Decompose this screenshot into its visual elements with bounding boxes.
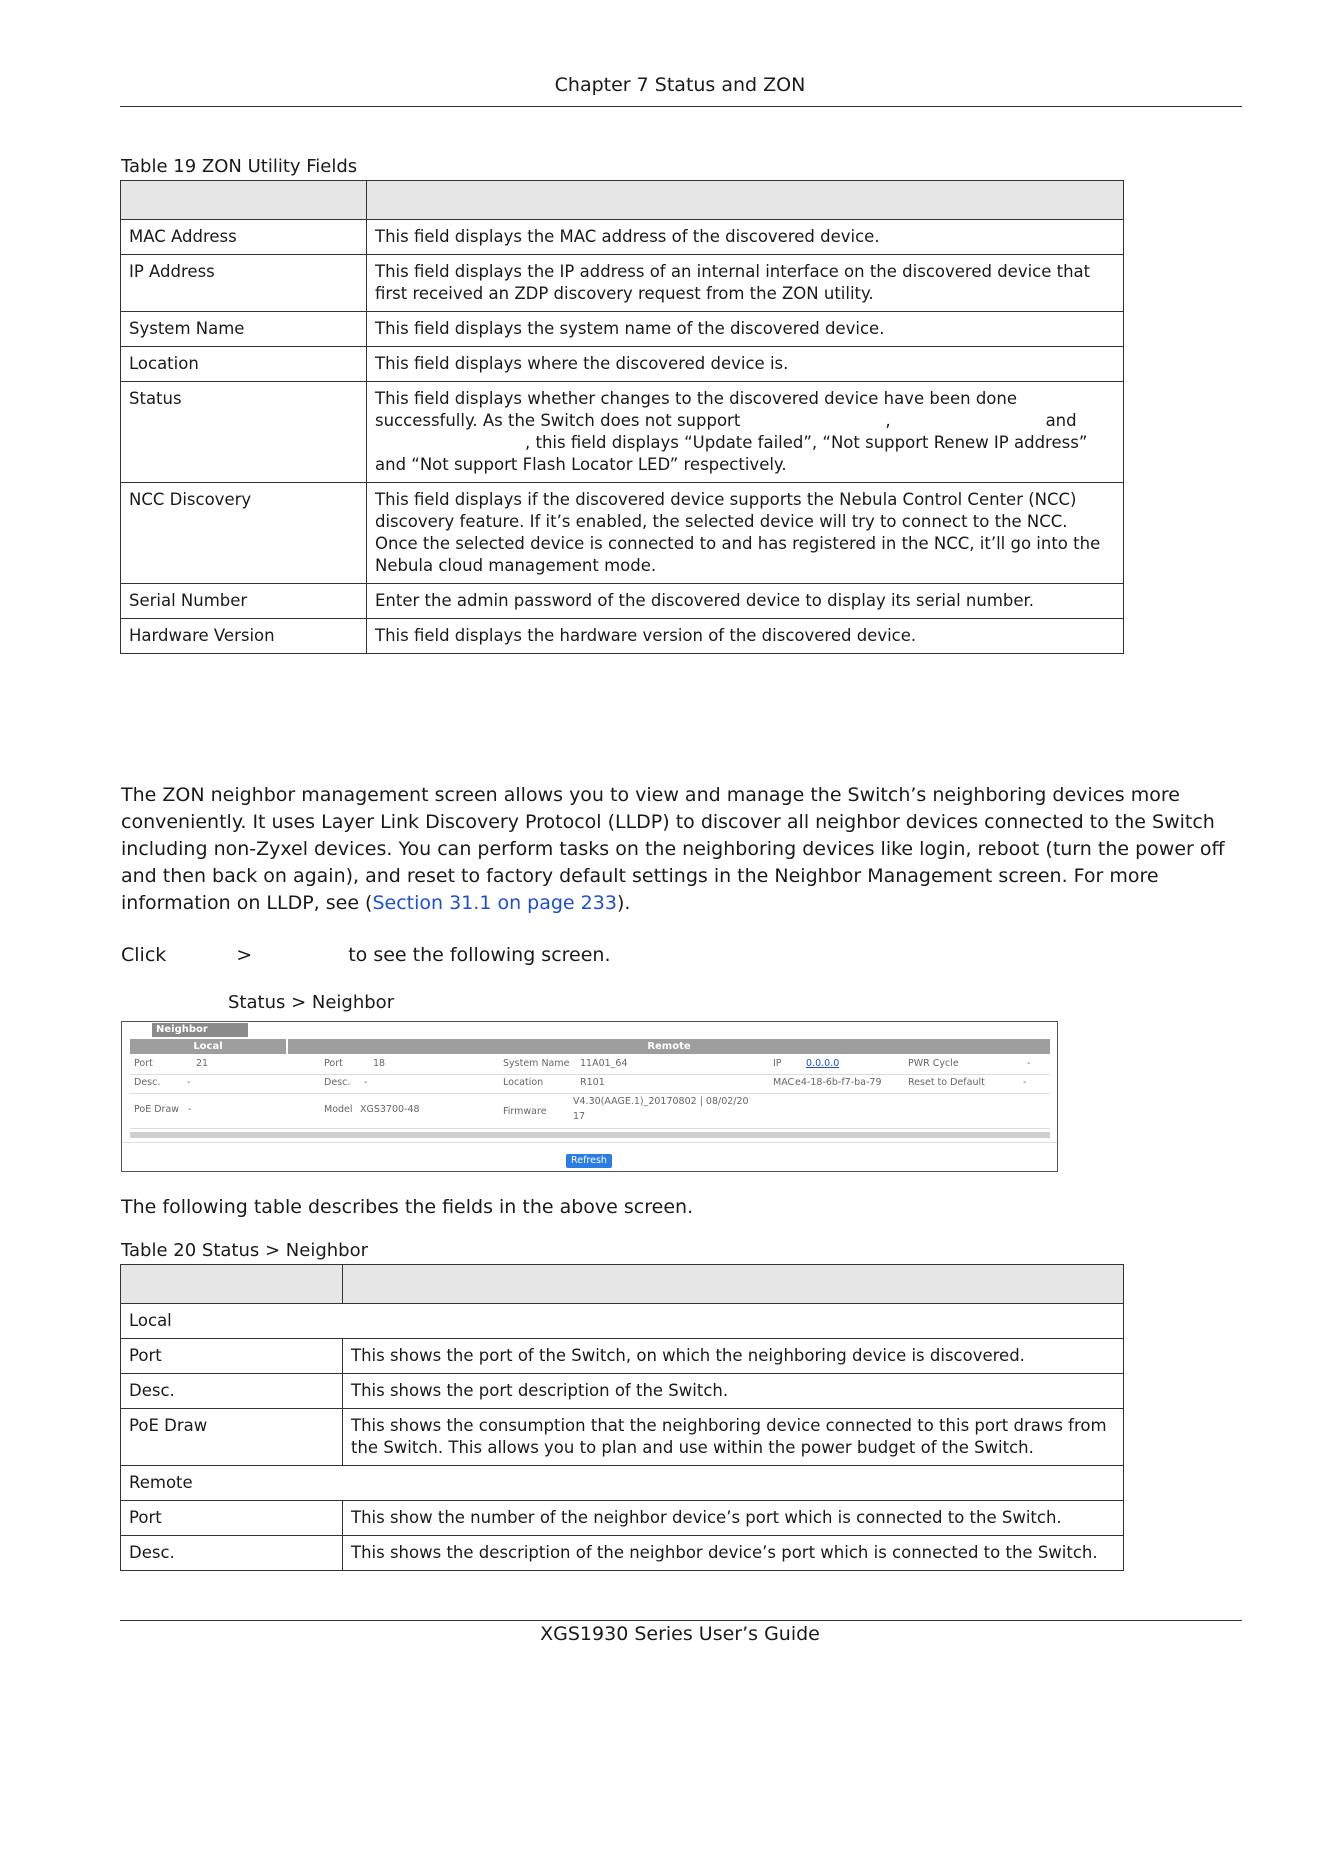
tab-neighbor[interactable]: Neighbor bbox=[152, 1023, 248, 1037]
neighbor-row-3 bbox=[130, 1096, 1050, 1129]
table-row bbox=[121, 1339, 1124, 1374]
field-description bbox=[367, 382, 1124, 483]
poe-draw-value: - bbox=[188, 1104, 192, 1115]
header-cell-label bbox=[121, 181, 367, 220]
remote-column-header: Remote bbox=[288, 1039, 1050, 1054]
table-row bbox=[121, 483, 1124, 584]
firmware-label: Firmware bbox=[503, 1106, 547, 1117]
table-row bbox=[121, 619, 1124, 654]
field-label: IP Address bbox=[121, 255, 367, 312]
field-description: This field displays the system name of the discovered device. bbox=[367, 312, 1124, 347]
table-row bbox=[121, 312, 1124, 347]
table-row bbox=[121, 1409, 1124, 1466]
table-20-caption: Table 20 Status > Neighbor bbox=[121, 1240, 368, 1261]
table-row bbox=[121, 347, 1124, 382]
field-label: MAC Address bbox=[121, 220, 367, 255]
field-description: Enter the admin password of the discovered device to display its serial number. bbox=[367, 584, 1124, 619]
section-label-remote: Remote bbox=[121, 1466, 1124, 1501]
section-link[interactable]: Section 31.1 on page 233 bbox=[372, 892, 617, 914]
status-neighbor-table bbox=[120, 1264, 1124, 1571]
firmware-value-line-1: V4.30(AAGE.1)_20170802 | 08/02/20 bbox=[573, 1096, 749, 1107]
remote-port-label: Port bbox=[324, 1058, 343, 1069]
field-label: Port bbox=[121, 1501, 343, 1536]
reset-default-label: Reset to Default bbox=[908, 1077, 985, 1088]
field-description: This field displays the MAC address of the discovered device. bbox=[367, 220, 1124, 255]
section-row bbox=[121, 1466, 1124, 1501]
field-label: Status bbox=[121, 382, 367, 483]
table-description-line: The following table describes the fields in the above screen. bbox=[121, 1196, 694, 1218]
field-label: PoE Draw bbox=[121, 1409, 343, 1466]
field-description: This shows the port description of the Switch. bbox=[343, 1374, 1124, 1409]
local-desc-value: - bbox=[187, 1077, 191, 1088]
footer-rule bbox=[120, 1620, 1242, 1621]
local-column-header: Local bbox=[130, 1039, 286, 1054]
table-header-row bbox=[121, 181, 1124, 220]
neighbor-screenshot bbox=[121, 1021, 1058, 1172]
header-cell-label bbox=[121, 1265, 343, 1304]
local-desc-label: Desc. bbox=[134, 1077, 161, 1088]
header-rule bbox=[120, 106, 1242, 107]
status-desc-part-1: This field displays whether changes to the discovered device have been done successfully. As the Switch does not support bbox=[375, 389, 1018, 430]
click-word: Click bbox=[121, 944, 167, 966]
intro-text: The ZON neighbor management screen allows you to view and manage the Switch’s neighboring devices more conveniently. It uses Layer Link Discovery Protocol (LLDP) to discover all neighbor devices connected to the Switch including non-Zyxel devices. You can perform tasks on the neighboring devices like login, reboot (turn the power off and then back on again), and reset to factory default settings in the Neighbor Management screen. For more information on LLDP, see ( bbox=[121, 784, 1225, 914]
pwr-cycle-label: PWR Cycle bbox=[908, 1058, 959, 1069]
field-description: This field displays if the discovered device supports the Nebula Control Center (NCC) discovery feature. If it’s enabled, the selected device will try to connect to the NCC. Once the selected device is connected to and has registered in the NCC, it’ll go into the Nebula cloud management mode. bbox=[367, 483, 1124, 584]
system-name-value: 11A01_64 bbox=[580, 1058, 628, 1069]
table-footer-bar bbox=[130, 1132, 1050, 1138]
neighbor-row-2 bbox=[130, 1077, 1050, 1094]
firmware-value-line-2: 17 bbox=[573, 1111, 586, 1122]
local-port-value: 21 bbox=[196, 1058, 209, 1069]
table-row bbox=[121, 382, 1124, 483]
status-desc-part-2: , bbox=[885, 411, 891, 430]
click-instruction bbox=[121, 942, 1251, 969]
header-cell-description bbox=[367, 181, 1124, 220]
page-header-title: Chapter 7 Status and ZON bbox=[554, 74, 806, 96]
field-description: This field displays where the discovered device is. bbox=[367, 347, 1124, 382]
field-description: This field displays the IP address of an internal interface on the discovered device that first received an ZDP discovery request from the ZON utility. bbox=[367, 255, 1124, 312]
status-desc-part-3: and bbox=[1045, 411, 1077, 430]
table-row bbox=[121, 220, 1124, 255]
field-label: Location bbox=[121, 347, 367, 382]
field-description: This shows the port of the Switch, on which the neighboring device is discovered. bbox=[343, 1339, 1124, 1374]
ip-label: IP bbox=[773, 1058, 782, 1069]
mac-label: MAC bbox=[773, 1077, 795, 1088]
table-row bbox=[121, 584, 1124, 619]
field-label: Desc. bbox=[121, 1536, 343, 1571]
remote-port-value: 18 bbox=[373, 1058, 386, 1069]
field-description: This show the number of the neighbor device’s port which is connected to the Switch. bbox=[343, 1501, 1124, 1536]
section-label-local: Local bbox=[121, 1304, 1124, 1339]
reset-default-value[interactable]: - bbox=[1023, 1077, 1027, 1088]
model-value: XGS3700-48 bbox=[360, 1104, 420, 1115]
pwr-cycle-value[interactable]: - bbox=[1027, 1058, 1031, 1069]
zon-utility-fields-table bbox=[120, 180, 1124, 654]
remote-desc-label: Desc. bbox=[324, 1077, 351, 1088]
field-description: This shows the consumption that the neighboring device connected to this port draws from the Switch. This allows you to plan and use within the power budget of the Switch. bbox=[343, 1409, 1124, 1466]
mac-value: e4-18-6b-f7-ba-79 bbox=[795, 1077, 882, 1088]
location-value: R101 bbox=[580, 1077, 605, 1088]
system-name-label: System Name bbox=[503, 1058, 570, 1069]
header-cell-description bbox=[343, 1265, 1124, 1304]
field-label: Serial Number bbox=[121, 584, 367, 619]
refresh-button[interactable]: Refresh bbox=[566, 1154, 612, 1168]
poe-draw-label: PoE Draw bbox=[134, 1104, 180, 1115]
field-description: This shows the description of the neighbor device’s port which is connected to the Switch. bbox=[343, 1536, 1124, 1571]
field-label: Port bbox=[121, 1339, 343, 1374]
table-row bbox=[121, 1501, 1124, 1536]
status-desc-part-4: , this field displays “Update failed”, “Not support Renew IP address” and “Not support Flash Locator LED” respectively. bbox=[375, 433, 1088, 474]
table-row bbox=[121, 255, 1124, 312]
ip-link[interactable]: 0.0.0.0 bbox=[806, 1058, 840, 1069]
divider bbox=[122, 1142, 1057, 1143]
neighbor-row-1 bbox=[130, 1058, 1050, 1075]
field-description: This field displays the hardware version of the discovered device. bbox=[367, 619, 1124, 654]
field-label: NCC Discovery bbox=[121, 483, 367, 584]
intro-paragraph bbox=[121, 782, 1251, 917]
menu-separator: > bbox=[236, 944, 253, 966]
field-label: System Name bbox=[121, 312, 367, 347]
table-19-caption: Table 19 ZON Utility Fields bbox=[121, 156, 358, 177]
section-row bbox=[121, 1304, 1124, 1339]
intro-text-end: ). bbox=[616, 892, 631, 914]
page-footer-title: XGS1930 Series User’s Guide bbox=[540, 1623, 820, 1645]
local-port-label: Port bbox=[134, 1058, 153, 1069]
table-row bbox=[121, 1374, 1124, 1409]
field-label: Hardware Version bbox=[121, 619, 367, 654]
field-label: Desc. bbox=[121, 1374, 343, 1409]
table-row bbox=[121, 1536, 1124, 1571]
location-label: Location bbox=[503, 1077, 544, 1088]
table-header-row bbox=[121, 1265, 1124, 1304]
click-rest: to see the following screen. bbox=[348, 944, 611, 966]
model-label: Model bbox=[324, 1104, 353, 1115]
figure-caption: Status > Neighbor bbox=[228, 992, 395, 1013]
remote-desc-value: - bbox=[364, 1077, 368, 1088]
